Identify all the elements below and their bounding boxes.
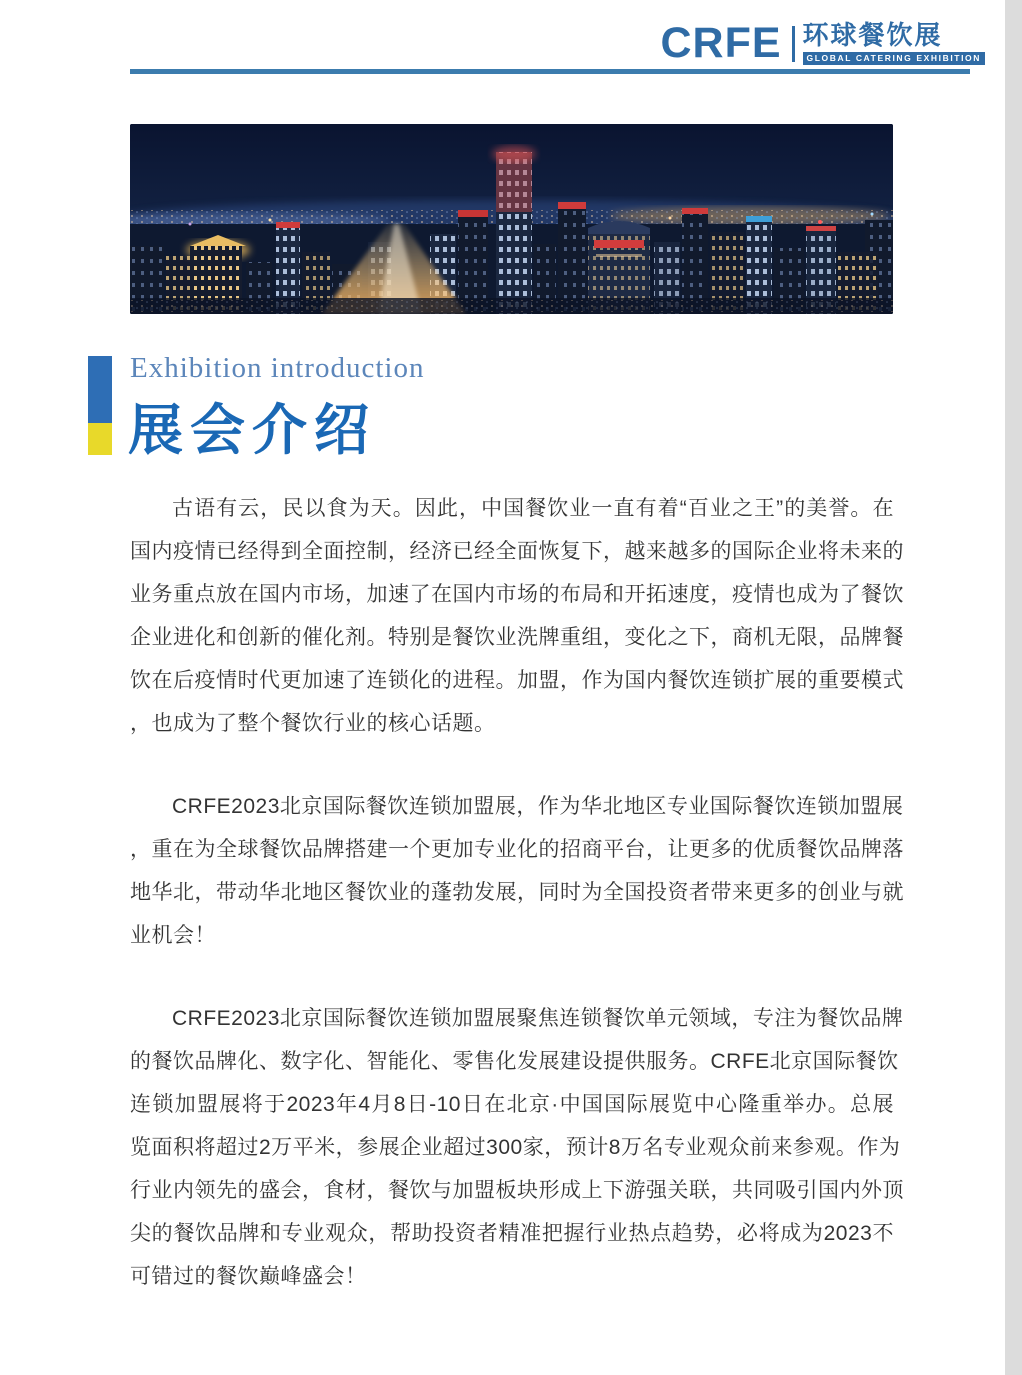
body-content — [130, 487, 904, 1298]
paragraph-2 — [130, 785, 904, 957]
text-line: CRFE2023北京国际餐饮连锁加盟展，作为华北地区专业国际餐饮连锁加盟展 — [172, 795, 904, 818]
text-line: ，也成为了整个餐饮行业的核心话题。 — [130, 712, 496, 735]
text-line: 览面积将超过2万平米，参展企业超过300家，预计8万名专业观众前来参观。作为 — [130, 1136, 901, 1159]
text-line: 可错过的餐饮巅峰盛会！ — [130, 1265, 367, 1288]
city-night-skyline-graphic — [130, 124, 893, 314]
text-line: 尖的餐饮品牌和专业观众，帮助投资者精准把握行业热点趋势，必将成为2023不 — [130, 1222, 894, 1245]
text-line: 饮在后疫情时代更加速了连锁化的进程。加盟，作为国内餐饮连锁扩展的重要模式 — [130, 669, 904, 692]
text-line: 连锁加盟展将于2023年4月8日-10日在北京·中国国际展览中心隆重举办。总展 — [130, 1093, 894, 1116]
text-line: 地华北，带动华北地区餐饮业的蓬勃发展，同时为全国投资者带来更多的创业与就 — [130, 881, 904, 904]
text-line: 行业内领先的盛会，食材，餐饮与加盟板块形成上下游强关联，共同吸引国内外顶 — [130, 1179, 904, 1202]
logo-abbr-text: CRFE — [660, 19, 782, 67]
text-line: 国内疫情已经得到全面控制，经济已经全面恢复下，越来越多的国际企业将未来的 — [130, 540, 904, 563]
section-marker-bar — [88, 356, 112, 455]
text-line: 业务重点放在国内市场，加速了在国内市场的布局和开拓速度，疫情也成为了餐饮 — [130, 583, 904, 606]
header-rule — [130, 69, 970, 74]
section-title-en: Exhibition introduction — [130, 352, 425, 384]
text-line: 的餐饮品牌化、数字化、智能化、零售化发展建设提供服务。CRFE北京国际餐饮 — [130, 1050, 899, 1073]
page-edge-strip — [1005, 0, 1022, 1375]
paragraph-1 — [130, 487, 904, 745]
logo-name-cn: 环球餐饮展 — [802, 20, 943, 51]
paragraph-3 — [130, 997, 904, 1298]
crfe-logo — [660, 19, 985, 67]
section-title-cn: 展会介绍 — [128, 399, 377, 461]
text-line: 企业进化和创新的催化剂。特别是餐饮业洗牌重组，变化之下，商机无限，品牌餐 — [130, 626, 904, 649]
marker-blue-segment — [88, 356, 112, 423]
logo-name-block — [803, 22, 985, 64]
text-line: 业机会！ — [130, 924, 216, 947]
text-line: 古语有云，民以食为天。因此，中国餐饮业一直有着“百业之王”的美誉。在 — [172, 497, 894, 520]
text-line: CRFE2023北京国际餐饮连锁加盟展聚焦连锁餐饮单元领域，专注为餐饮品牌 — [172, 1007, 904, 1030]
logo-divider — [792, 26, 795, 62]
text-line: ，重在为全球餐饮品牌搭建一个更加专业化的招商平台，让更多的优质餐饮品牌落 — [130, 838, 904, 861]
marker-yellow-segment — [88, 423, 112, 455]
hero-city-image — [130, 124, 893, 314]
logo-name-en-badge: GLOBAL CATERING EXHIBITION — [803, 52, 985, 65]
